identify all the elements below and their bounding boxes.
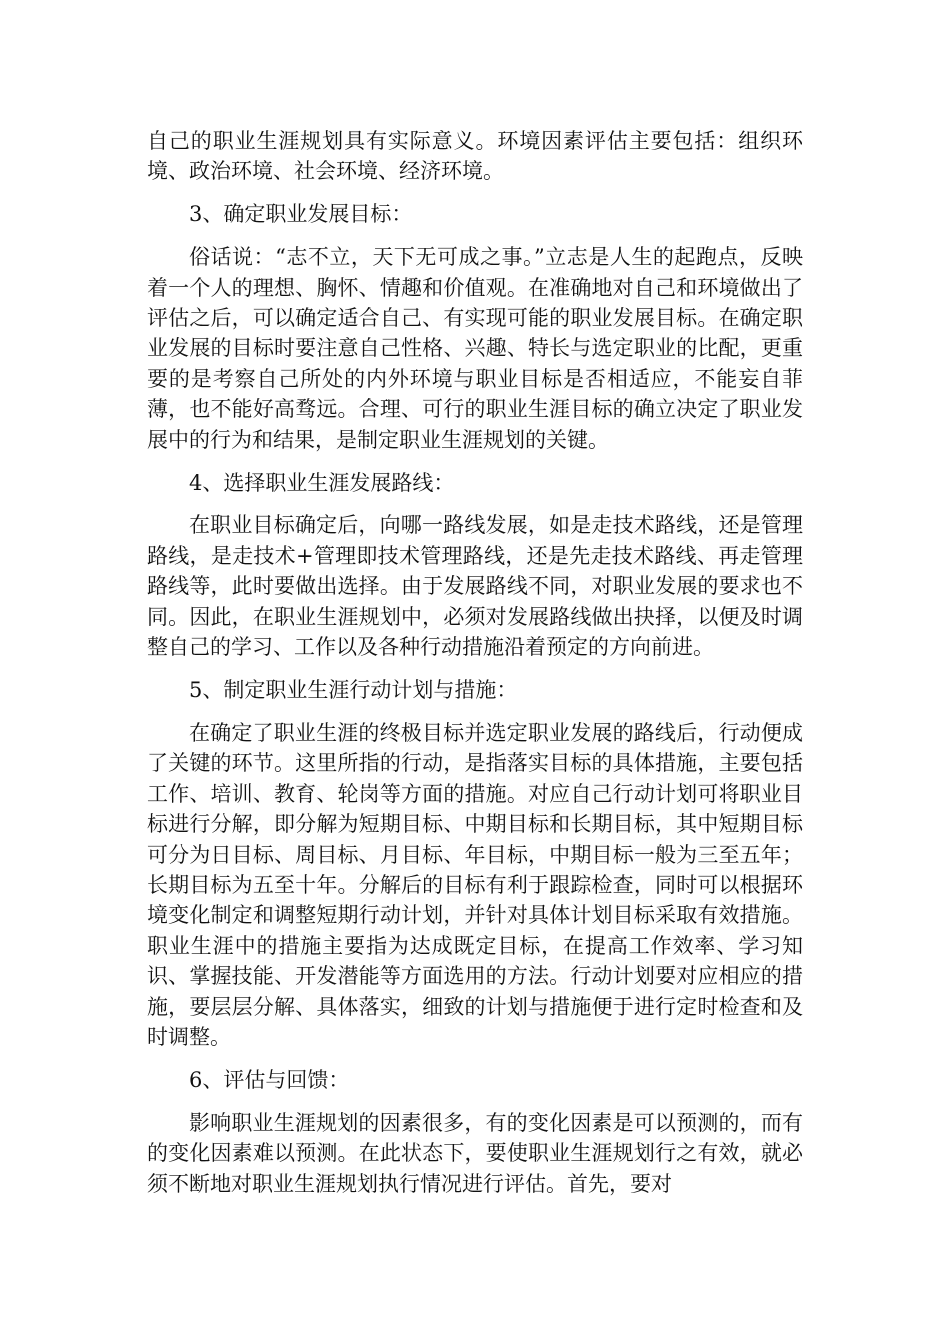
paragraph-gap bbox=[147, 663, 803, 676]
heading-career-route: 4、选择职业生涯发展路线： bbox=[189, 470, 455, 495]
paragraph-evaluation-feedback: 影响职业生涯规划的因素很多，有的变化因素是可以预测的，而有的变化因素难以预测。在此状态下，要使职业生涯规划行之有效，就必须不断地对职业生涯规划执行情况进行评估。首先，要对 bbox=[147, 1110, 803, 1196]
paragraph-gap bbox=[147, 498, 803, 511]
paragraph-gap bbox=[147, 705, 803, 718]
heading-evaluation-feedback: 6、评估与回馈： bbox=[189, 1067, 350, 1092]
paragraph-action-plan: 在确定了职业生涯的终极目标并选定职业发展的路线后，行动便成了关键的环节。这里所指的行动，是指落实目标的具体措施，主要包括工作、培训、教育、轮岗等方面的措施。对应自己行动计划可将职业目标进行分解，即分解为短期目标、中期目标和长期目标，其中短期目标可分为日目标、周目标、月目标、年目标，中期目标一般为三至五年；长期目标为五至十年。分解后的目标有利于跟踪检查，同时可以根据环境变化制定和调整短期行动计划，并针对具体计划目标采取有效措施。职业生涯中的措施主要指为达成既定目标，在提高工作效率、学习知识、掌握技能、开发潜能等方面选用的方法。行动计划要对应相应的措施，要层层分解、具体落实，细致的计划与措施便于进行定时检查和及时调整。 bbox=[147, 720, 803, 1049]
paragraph-gap bbox=[147, 1095, 803, 1108]
paragraph-gap bbox=[147, 1052, 803, 1065]
paragraph-gap bbox=[147, 455, 803, 468]
paragraph-gap bbox=[147, 187, 803, 200]
document-page bbox=[147, 126, 803, 1199]
paragraph-gap bbox=[147, 230, 803, 243]
paragraph-career-goal: 俗话说：“志不立，天下无可成之事。”立志是人生的起跑点，反映着一个人的理想、胸怀、情趣和价值观。在准确地对自己和环境做出了评估之后，可以确定适合自己、有实现可能的职业发展目标。在确定职业发展的目标时要注意自己性格、兴趣、特长与选定职业的比配，更重要的是考察自己所处的内外环境与职业目标是否相适应，不能妄自菲薄，也不能好高骛远。合理、可行的职业生涯目标的确立决定了职业发展中的行为和结果，是制定职业生涯规划的关键。 bbox=[147, 245, 803, 452]
paragraph-environment-factors: 自己的职业生涯规划具有实际意义。环境因素评估主要包括：组织环境、政治环境、社会环境、经济环境。 bbox=[147, 129, 803, 184]
paragraph-career-route: 在职业目标确定后，向哪一路线发展，如是走技术路线，还是管理路线，是走技术+管理即技术管理路线，还是先走技术路线、再走管理路线等，此时要做出选择。由于发展路线不同，对职业发展的要求也不同。因此，在职业生涯规划中，必须对发展路线做出抉择，以便及时调整自己的学习、工作以及各种行动措施沿着预定的方向前进。 bbox=[147, 513, 803, 660]
heading-action-plan: 5、制定职业生涯行动计划与措施： bbox=[189, 678, 518, 702]
heading-career-goal: 3、确定职业发展目标： bbox=[189, 202, 413, 227]
